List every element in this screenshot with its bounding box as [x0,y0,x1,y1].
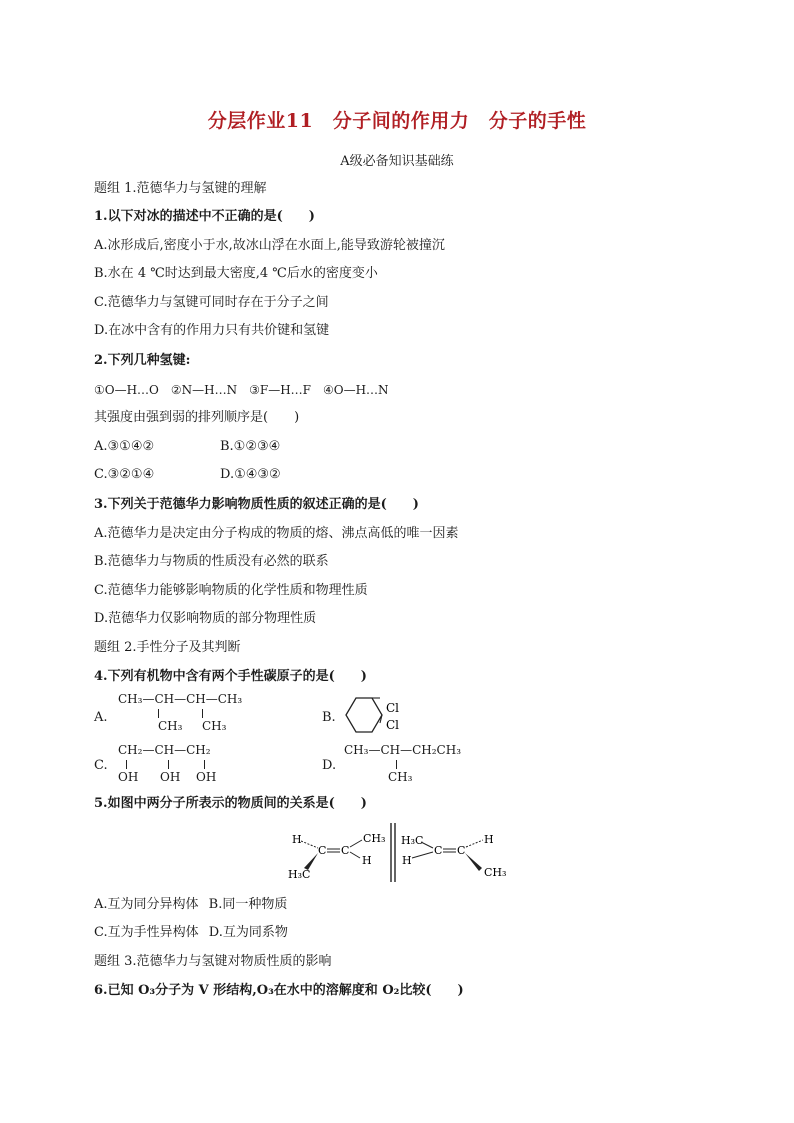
left-bond-ch3 [350,840,362,847]
right-h-top: H [484,833,494,846]
molecule-d-substituent: CH₃ [388,770,413,784]
molecule-d-chain: CH₃—CH—CH₂CH₃ [344,743,462,757]
question-5-row-2 [94,924,288,942]
question-2-option-c: C.③②①④ [94,467,155,482]
question-4-label-b: B. [322,710,336,725]
question-4-label-a: A. [94,710,108,725]
right-wedge-bond [465,853,482,871]
question-3-option-b: B.范德华力与物质的性质没有必然的联系 [94,554,329,569]
molecule-c-chain: CH₂—CH—CH₂ [118,743,211,757]
molecule-a-substituent-1: CH₃ [158,719,183,733]
question-1-text: 1.以下对冰的描述中不正确的是( ) [94,209,315,224]
right-bond-h [412,852,433,858]
right-c-1: C [434,844,443,857]
question-4-stem: 4.下列有机物中含有两个手性碳原子的是( ) [94,669,367,684]
molecule-a-substituent-2: CH₃ [202,719,227,733]
right-h3c: H₃C [401,834,424,847]
left-c-1: C [318,844,327,857]
question-5-option-b: B.同一种物质 [208,897,288,912]
question-2-row-1 [94,438,281,456]
left-h3c: H₃C [288,868,311,881]
question-2-option-a: A.③①④② [94,439,155,454]
question-3-option-d: D.范德华力仅影响物质的部分物理性质 [94,611,317,626]
question-2-row-2 [94,466,281,484]
group-heading-3: 题组 3.范德华力与氢键对物质性质的影响 [94,954,332,969]
question-3-option-a: A.范德华力是决定由分子构成的物质的熔、沸点高低的唯一因素 [94,526,459,541]
question-2-bond-list: ①O—H…O ②N—H…N ③F—H…F ④O—H…N [94,383,389,397]
question-1-option-d: D.在冰中含有的作用力只有共价键和氢键 [94,323,330,338]
question-3-stem: 3.下列关于范德华力影响物质性质的叙述正确的是( ) [94,497,419,512]
question-4-label-c: C. [94,758,108,773]
molecule-c [118,743,217,784]
left-ch3: CH₃ [363,832,386,845]
question-2-option-d: D.①④③② [220,467,281,482]
question-5-stem: 5.如图中两分子所表示的物质间的关系是( ) [94,796,367,811]
question-2-option-b: B.①②③④ [220,439,281,454]
page-title: 分层作业11 分子间的作用力 分子的手性 [207,110,587,132]
molecule-c-oh-3: OH [196,770,217,784]
molecule-c-oh-2: OH [160,770,181,784]
cyclohexane-ring [346,698,382,732]
question-5-row-1 [94,896,287,914]
right-h-left: H [402,854,412,867]
left-c-2: C [341,844,350,857]
left-bond-h [350,852,360,858]
question-5-option-c: C.互为手性异构体 [94,925,199,940]
molecule-a [118,692,243,733]
right-c-2: C [457,844,466,857]
question-1-option-a: A.冰形成后,密度小于水,故冰山浮在水面上,能导致游轮被撞沉 [94,238,445,253]
molecule-b-ring-diagram [340,694,410,736]
left-dashed-bond [301,841,318,848]
left-h-top: H [292,833,302,846]
question-1-stem [94,208,315,226]
question-2-stem-2: 其强度由强到弱的排列顺序是( ) [94,410,300,425]
question-3-option-c: C.范德华力能够影响物质的化学性质和物理性质 [94,583,368,598]
left-h-right: H [362,854,372,867]
question-5-option-a: A.互为同分异构体 [94,897,199,912]
question-6-stem: 6.已知 O₃分子为 V 形结构,O₃在水中的溶解度和 O₂比较( ) [94,983,464,998]
molecule-d [344,743,462,784]
question-5-option-d: D.互为同系物 [208,925,288,940]
question-2-stem: 2.下列几种氢键: [94,353,191,368]
group-heading-2: 题组 2.手性分子及其判断 [94,640,241,655]
molecule-b-cl-2: Cl [386,718,400,732]
group-heading-1: 题组 1.范德华力与氢键的理解 [94,181,267,196]
question-4-label-d: D. [322,758,337,773]
molecule-b-cl-1: Cl [386,701,400,715]
molecule-a-chain: CH₃—CH—CH—CH₃ [118,692,243,706]
right-dashed-bond [466,840,483,847]
question-5-figure [288,820,518,884]
right-ch3: CH₃ [484,866,507,879]
question-1-option-b: B.水在 4 ℃时达到最大密度,4 ℃后水的密度变小 [94,266,378,281]
question-1-option-c: C.范德华力与氢键可同时存在于分子之间 [94,295,329,310]
molecule-c-oh-1: OH [118,770,139,784]
page-subtitle: A级必备知识基础练 [340,154,454,169]
